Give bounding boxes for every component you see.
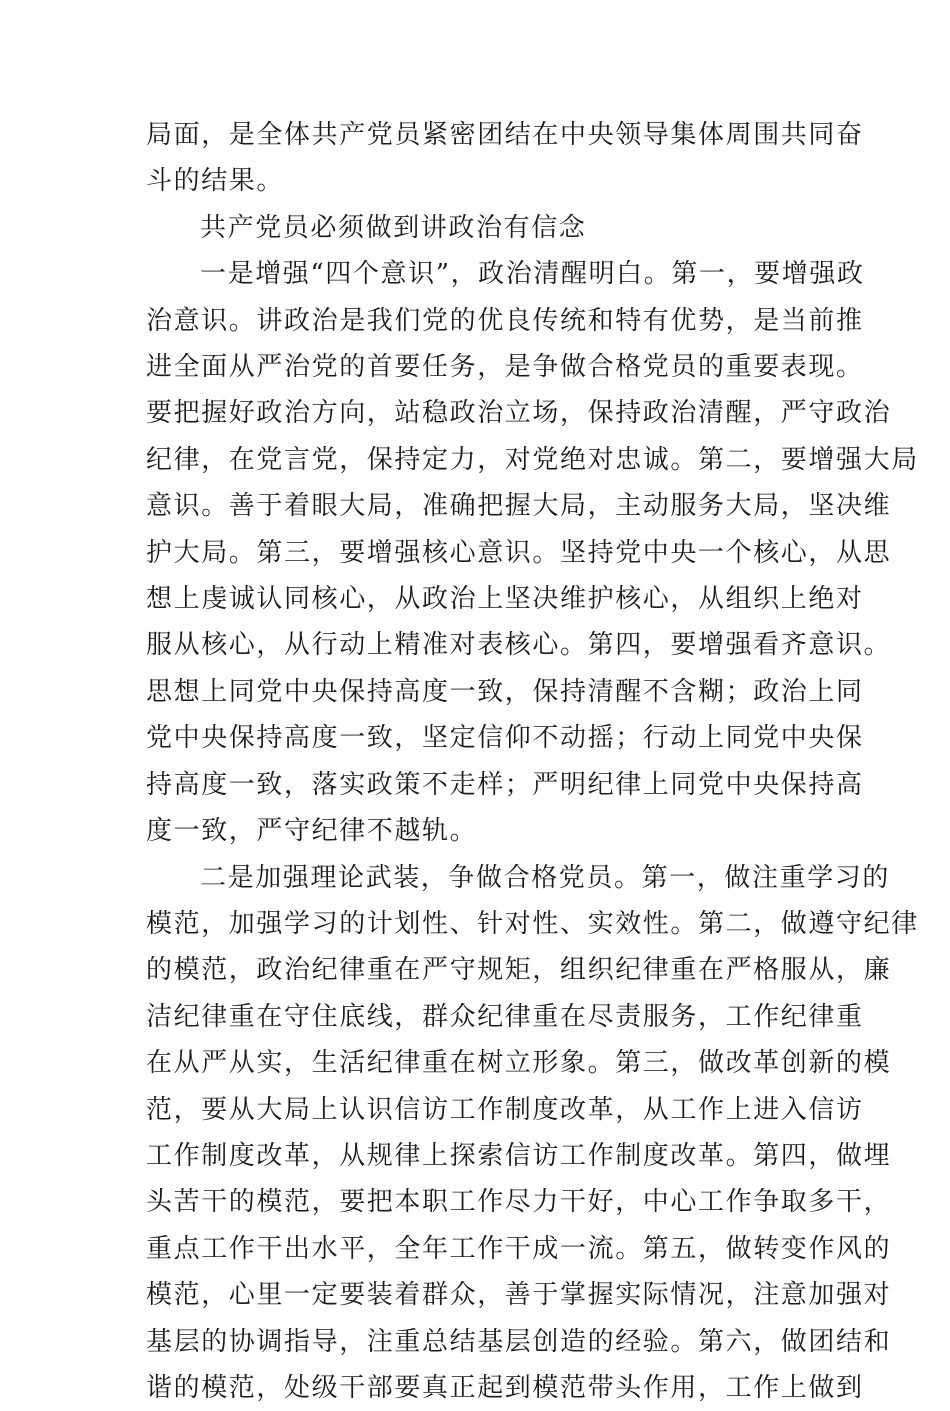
text-line: 纪律，在党言党，保持定力，对党绝对忠诚。第二，要增强大局 [146,437,808,483]
text-line: 意识。善于着眼大局，准确把握大局，主动服务大局，坚决维 [146,483,808,529]
text-line: 斗的结果。 [146,158,808,204]
text-line: 的模范，政治纪律重在严守规矩，组织纪律重在严格服从，廉 [146,947,808,993]
text-line: 思想上同党中央保持高度一致，保持清醒不含糊；政治上同 [146,669,808,715]
text-line: 进全面从严治党的首要任务，是争做合格党员的重要表现。 [146,344,808,390]
text-line: 护大局。第三，要增强核心意识。坚持党中央一个核心，从思 [146,530,808,576]
text-line: 头苦干的模范，要把本职工作尽力干好，中心工作争取多干， [146,1179,808,1225]
paragraph-theory-armament [146,855,808,1411]
text-line: 洁纪律重在守住底线，群众纪律重在尽责服务，工作纪律重 [146,994,808,1040]
text-line: 重点工作干出水平，全年工作干成一流。第五，做转变作风的 [146,1226,808,1272]
text-line: 想上虔诚认同核心，从政治上坚决维护核心，从组织上绝对 [146,576,808,622]
text-line: 党中央保持高度一致，坚定信仰不动摇；行动上同党中央保 [146,715,808,761]
text-line: 局面，是全体共产党员紧密团结在中央领导集体周围共同奋 [146,112,808,158]
heading-line: 共产党员必须做到讲政治有信念 [146,205,808,251]
text-line: 持高度一致，落实政策不走样；严明纪律上同党中央保持高 [146,762,808,808]
paragraph-continuation [146,112,808,205]
text-line: 范，要从大局上认识信访工作制度改革，从工作上进入信访 [146,1087,808,1133]
text-line: 要把握好政治方向，站稳政治立场，保持政治清醒，严守政治 [146,390,808,436]
text-line: 在从严从实，生活纪律重在树立形象。第三，做改革创新的模 [146,1040,808,1086]
text-line: 模范，加强学习的计划性、针对性、实效性。第二，做遵守纪律 [146,901,808,947]
body-text [146,112,808,1411]
text-line: 二是加强理论武装，争做合格党员。第一，做注重学习的 [146,855,808,901]
text-line: 模范，心里一定要装着群众，善于掌握实际情况，注意加强对 [146,1272,808,1318]
text-line: 度一致，严守纪律不越轨。 [146,808,808,854]
text-line: 一是增强“四个意识”，政治清醒明白。第一，要增强政 [146,251,808,297]
text-line: 治意识。讲政治是我们党的优良传统和特有优势，是当前推 [146,298,808,344]
text-line: 服从核心，从行动上精准对表核心。第四，要增强看齐意识。 [146,622,808,668]
paragraph-four-consciousness [146,251,808,854]
text-line: 基层的协调指导，注重总结基层创造的经验。第六，做团结和 [146,1319,808,1365]
text-line: 工作制度改革，从规律上探索信访工作制度改革。第四，做埋 [146,1133,808,1179]
text-line: 谐的模范，处级干部要真正起到模范带头作用，工作上做到 [146,1365,808,1411]
section-heading [146,205,808,251]
